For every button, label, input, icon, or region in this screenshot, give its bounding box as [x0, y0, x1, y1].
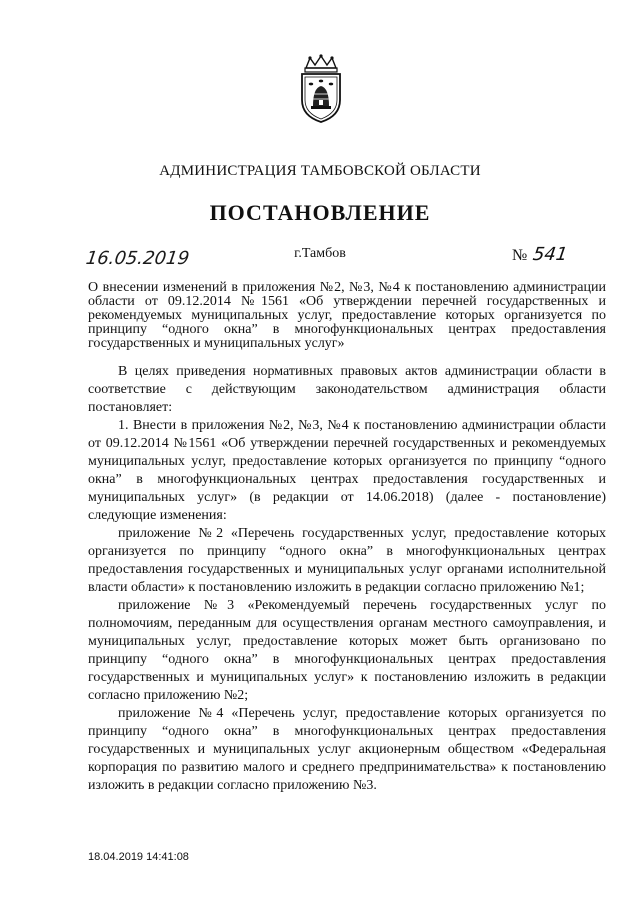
document-city: г.Тамбов — [294, 246, 346, 261]
paragraph-appendix-4: приложение №4 «Перечень услуг, предоставление которых организуется по принципу “одного окна” в многофункциональных центрах предоставления государственных и муниципальных услуг акционерным обществом «Федеральная корпорация по развитию малого и среднего предпринимательства» к постановлению изложить в редакции согласно приложению №3. — [88, 706, 606, 793]
agency-name: АДМИНИСТРАЦИЯ ТАМБОВСКОЙ ОБЛАСТИ — [159, 163, 481, 179]
document-number — [512, 244, 568, 265]
document-subject: О внесении изменений в приложения №2, №3, №4 к постановлению администрации области от 09.12.2014 №1561 «Об утверждении перечней государственных и рекомендуемых муниципальных услуг, предоставление которых организуется по принципу “одного окна” в многофункциональных центрах предоставления государственных и муниципальных услуг» — [88, 280, 606, 351]
paragraph-appendix-2: приложение №2 «Перечень государственных услуг, предоставление которых организуется по принципу “одного окна” в многофункциональных центрах предоставления государственных и муниципальных услуг органами исполнительной власти области» к постановлению изложить в редакции согласно приложению №1; — [88, 526, 606, 595]
paragraph-item-1: 1. Внести в приложения №2, №3, №4 к постановлению администрации области от 09.12.2014 №1561 «Об утверждении перечней государственных и рекомендуемых муниципальных услуг, предоставление которых организуется по принципу “одного окна” в многофункциональных центрах предоставления государственных и муниципальных услуг» (в редакции от 14.06.2018) (далее - постановление) следующие изменения: — [88, 418, 606, 523]
document-date: 16.05.2019 — [84, 248, 191, 269]
footer-timestamp: 18.04.2019 14:41:08 — [88, 851, 189, 863]
paragraph-preamble: В целях приведения нормативных правовых актов администрации области в соответствие с действующим законодательством администрация области постановляет: — [88, 364, 606, 415]
document-type: ПОСТАНОВЛЕНИЕ — [209, 200, 431, 225]
number-value: 541 — [531, 244, 570, 265]
number-label: № — [512, 247, 528, 264]
coat-of-arms-icon — [296, 54, 346, 124]
document-body — [88, 363, 606, 795]
paragraph-appendix-3: приложение №3 «Рекомендуемый перечень государственных услуг по полномочиям, переданным для осуществления органам местного самоуправления, и муниципальных услуг, предоставление которых может быть организовано по принципу “одного окна” в многофункциональных центрах предоставления государственных и муниципальных услуг» к постановлению изложить в редакции согласно приложению №2; — [88, 598, 606, 703]
